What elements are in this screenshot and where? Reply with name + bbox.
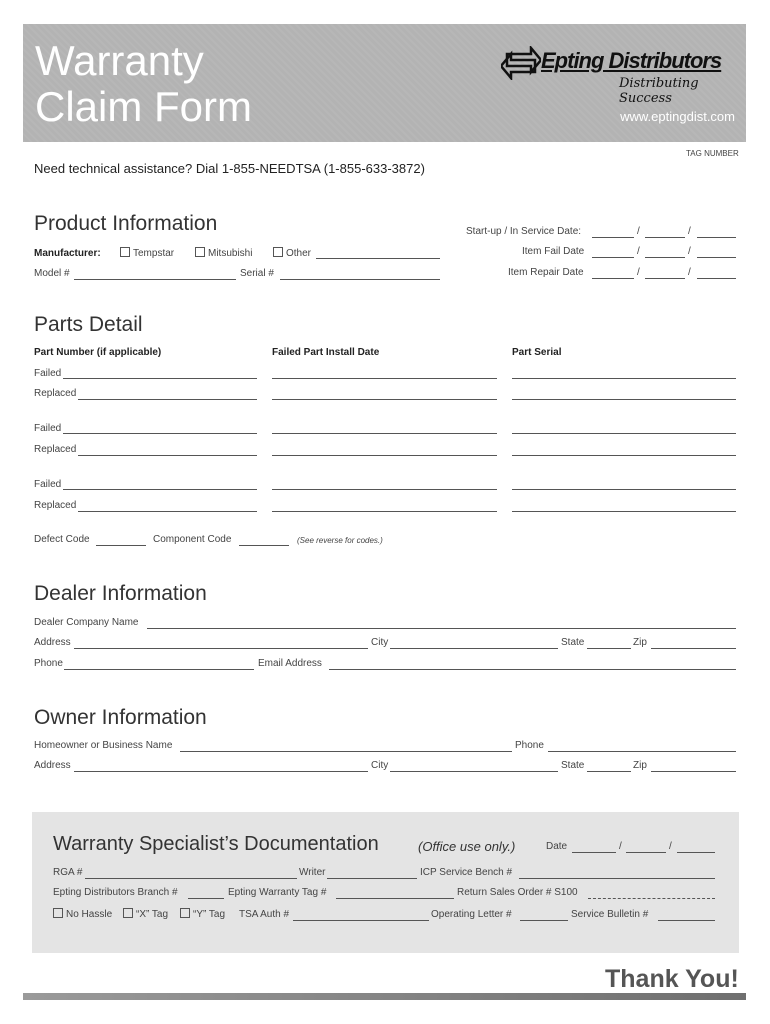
replaced-part-number-field[interactable] [78,455,257,456]
dealer-state-field[interactable] [587,648,631,649]
dealer-email-label: Email Address [258,658,322,669]
dealer-zip-label: Zip [633,637,647,648]
startup-date-year[interactable] [697,237,736,238]
icp-label: ICP Service Bench # [420,867,513,878]
warranty-tag-field[interactable] [336,898,454,899]
specialist-date-year[interactable] [677,852,715,853]
writer-field[interactable] [327,878,417,879]
replaced-label: Replaced [34,388,77,399]
dealer-info-heading: Dealer Information [34,582,207,605]
service-bulletin-label: Service Bulletin # [571,909,649,920]
date-slash: / [637,267,640,278]
owner-address-label: Address [34,760,71,771]
manufacturer-tempstar[interactable]: Tempstar [120,247,174,260]
x-tag-option[interactable]: “X” Tag [123,908,168,921]
fail-date-year[interactable] [697,257,736,258]
codes-note: (See reverse for codes.) [297,536,383,545]
defect-code-label: Defect Code [34,534,90,545]
operating-letter-field[interactable] [520,920,568,921]
repair-date-day[interactable] [645,278,685,279]
specialist-documentation-box [32,812,739,953]
serial-field[interactable] [280,279,440,280]
manufacturer-label: Manufacturer: [34,248,101,259]
manufacturer-mitsubishi[interactable]: Mitsubishi [195,247,252,260]
replaced-install-date-field[interactable] [272,455,497,456]
component-code-label: Component Code [153,534,232,545]
specialist-date-day[interactable] [626,852,666,853]
operating-letter-label: Operating Letter # [431,909,512,920]
other-checkbox[interactable] [273,247,283,257]
tag-number-label: TAG NUMBER [686,149,739,158]
owner-phone-label: Phone [515,740,544,751]
product-info-heading: Product Information [34,212,218,235]
dealer-address-field[interactable] [74,648,368,649]
thank-you-text: Thank You! [605,965,739,993]
col-part-number: Part Number (if applicable) [34,347,162,358]
date-slash: / [688,226,691,237]
dealer-email-field[interactable] [329,669,736,670]
item-fail-date-label: Item Fail Date [522,246,585,257]
owner-zip-label: Zip [633,760,647,771]
repair-date-year[interactable] [697,278,736,279]
rga-field[interactable] [85,878,297,879]
failed-label: Failed [34,479,62,490]
replaced-install-date-field[interactable] [272,511,497,512]
branch-label: Epting Distributors Branch # [53,887,178,898]
date-slash: / [669,841,672,852]
parts-detail-heading: Parts Detail [34,313,143,336]
manufacturer-other[interactable]: Other [273,247,311,260]
replaced-serial-field[interactable] [512,511,736,512]
replaced-serial-field[interactable] [512,455,736,456]
owner-zip-field[interactable] [651,771,736,772]
replaced-install-date-field[interactable] [272,399,497,400]
serial-label: Serial # [240,268,274,279]
component-code-field[interactable] [239,545,289,546]
owner-address-field[interactable] [74,771,368,772]
date-slash: / [637,246,640,257]
owner-name-field[interactable] [180,751,512,752]
fail-date-day[interactable] [645,257,685,258]
defect-code-field[interactable] [96,545,146,546]
icp-field[interactable] [519,878,715,879]
brand-tagline: Distributing Success [619,76,699,106]
failed-install-date-field[interactable] [272,433,497,434]
replaced-serial-field[interactable] [512,399,736,400]
col-part-serial: Part Serial [512,347,562,358]
specialist-heading: Warranty Specialist’s Documentation [53,833,379,855]
dealer-phone-label: Phone [34,658,63,669]
specialist-date-month[interactable] [572,852,616,853]
failed-label: Failed [34,368,62,379]
assistance-line: Need technical assistance? Dial 1-855-NEEDTSA (1-855-633-3872) [34,161,425,176]
logo-mark-icon [501,46,541,80]
date-slash: / [619,841,622,852]
brand-name: Epting Distributors [541,48,722,73]
failed-part-number-field[interactable] [63,433,257,434]
tsa-auth-field[interactable] [293,920,429,921]
col-install-date: Failed Part Install Date [272,347,380,358]
owner-state-label: State [561,760,585,771]
dealer-phone-field[interactable] [64,669,254,670]
failed-install-date-field[interactable] [272,378,497,379]
dealer-zip-field[interactable] [651,648,736,649]
owner-state-field[interactable] [587,771,631,772]
replaced-part-number-field[interactable] [78,511,257,512]
specialist-date-label: Date [546,841,568,852]
writer-label: Writer [299,867,326,878]
warranty-tag-label: Epting Warranty Tag # [228,887,327,898]
repair-date-month[interactable] [592,278,634,279]
x-tag-checkbox[interactable] [123,908,133,918]
return-order-field[interactable] [588,898,715,899]
dealer-state-label: State [561,637,585,648]
tsa-auth-label: TSA Auth # [239,909,290,920]
failed-install-date-field[interactable] [272,489,497,490]
dealer-address-label: Address [34,637,71,648]
other-field[interactable] [316,258,440,259]
tempstar-checkbox[interactable] [120,247,130,257]
replaced-label: Replaced [34,444,77,455]
branch-field[interactable] [188,898,224,899]
y-tag-option[interactable]: “Y” Tag [180,908,225,921]
no-hassle-checkbox[interactable] [53,908,63,918]
owner-city-field[interactable] [390,771,558,772]
date-slash: / [637,226,640,237]
fail-date-month[interactable] [592,257,634,258]
owner-info-heading: Owner Information [34,706,207,729]
dealer-city-label: City [371,637,389,648]
failed-serial-field[interactable] [512,489,736,490]
website-url: www.eptingdist.com [620,109,735,124]
model-field[interactable] [74,279,236,280]
owner-city-label: City [371,760,389,771]
form-title-line2: Claim Form [35,83,252,130]
failed-serial-field[interactable] [512,378,736,379]
owner-name-label: Homeowner or Business Name [34,740,173,751]
startup-date-day[interactable] [645,237,685,238]
dealer-company-label: Dealer Company Name [34,617,139,628]
startup-date-month[interactable] [592,237,634,238]
service-bulletin-field[interactable] [658,920,715,921]
date-slash: / [688,246,691,257]
return-order-label: Return Sales Order # S100 [457,887,578,898]
mitsubishi-checkbox[interactable] [195,247,205,257]
model-label: Model # [34,268,70,279]
dealer-city-field[interactable] [390,648,558,649]
replaced-label: Replaced [34,500,77,511]
epting-logo [501,44,741,106]
form-title-line1: Warranty [35,37,204,84]
y-tag-checkbox[interactable] [180,908,190,918]
failed-part-number-field[interactable] [63,489,257,490]
replaced-part-number-field[interactable] [78,399,257,400]
header-banner [23,24,746,142]
footer-bar [23,993,746,1000]
rga-label: RGA # [53,867,83,878]
startup-date-label: Start-up / In Service Date: [466,226,582,237]
failed-label: Failed [34,423,62,434]
dealer-company-field[interactable] [147,628,736,629]
office-use-note: (Office use only.) [418,839,516,854]
failed-serial-field[interactable] [512,433,736,434]
no-hassle-option[interactable]: No Hassle [53,908,112,921]
item-repair-date-label: Item Repair Date [508,267,584,278]
failed-part-number-field[interactable] [63,378,257,379]
date-slash: / [688,267,691,278]
owner-phone-field[interactable] [548,751,736,752]
